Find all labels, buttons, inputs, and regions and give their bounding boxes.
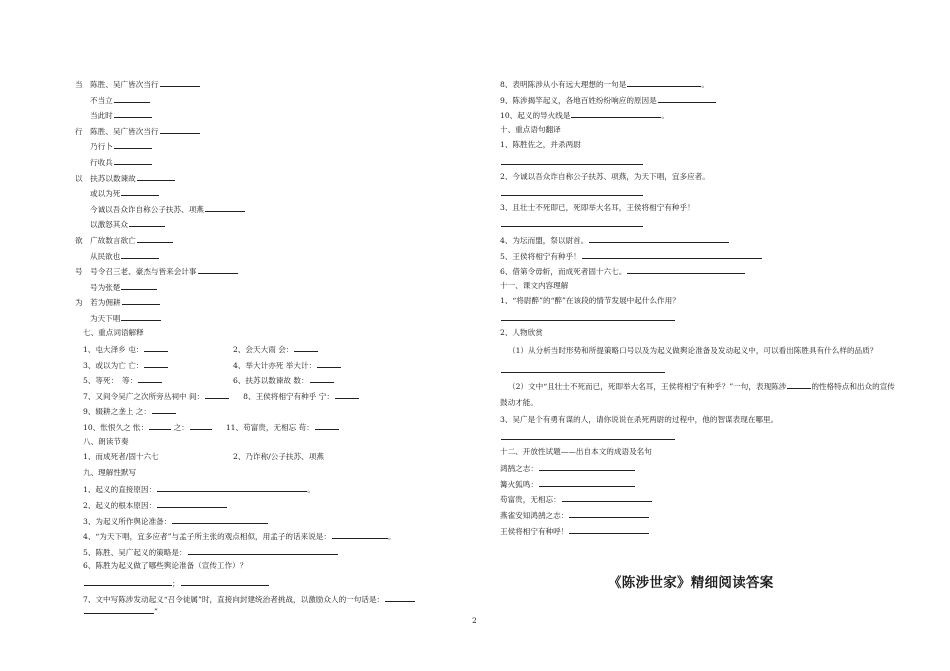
text-line: 燕雀安知鸿鹄之志： [500,509,900,525]
answer-blank[interactable] [294,343,318,352]
text-line: 1、陈胜佐之，并杀两尉 [500,140,581,150]
answer-blank[interactable] [501,218,643,227]
text-line: 号为张楚 [75,281,475,297]
answer-blank[interactable] [121,187,159,196]
answer-blank[interactable] [122,296,160,305]
answer-blank[interactable] [315,421,339,430]
answer-blank[interactable] [160,125,200,134]
answer-blank[interactable] [149,421,171,430]
answer-blank[interactable] [627,78,701,87]
text-line: 8、表明陈涉从小有远大理想的一句是 。 [500,80,709,89]
text-line: ； [75,577,475,593]
answer-blank[interactable] [332,530,388,539]
text-line: 5、等死： 等： 6、扶苏以数谏故 数： [75,374,475,390]
answer-blank[interactable] [172,515,268,524]
text-line: 以 扶苏以数谏故 [75,172,475,188]
answer-blank[interactable] [627,265,745,274]
section-heading: 九、理解性默写 [83,467,137,477]
text-line: 5、陈胜、吴广起义的策略是： [75,546,475,562]
answer-blank[interactable] [114,109,152,118]
answer-blank[interactable] [501,312,675,321]
text-line [500,364,900,380]
text-line: 乃行卜 [75,140,475,156]
text-line: 或以为死 [75,187,475,203]
answer-blank[interactable] [501,156,643,165]
answer-blank[interactable] [569,509,649,518]
text-line: 3、为起义所作舆论准备： [75,515,475,531]
answer-blank[interactable] [310,374,334,383]
answer-blank[interactable] [157,483,307,492]
text-line [500,218,900,234]
page-number: 2 [472,616,477,625]
answer-blank[interactable] [129,218,165,227]
text-line: 为天下唱 [75,312,475,328]
text-line: 7、又间令吴广之次所旁丛祠中 间： 8、王侯将相宁有种乎 宁： [75,390,475,406]
text-line: 篝火狐鸣： [500,478,900,494]
text-line: （2）文中“且壮士不死而已，死即举大名耳，王侯将相宁有种乎？”一句，表现陈涉 的性格特点和出众的宣传鼓动才能。 [500,382,895,407]
text-line: （1）从分析当时形势和所提策略口号以及为起义做舆论准备及发动起义中，可以看出陈胜具有什么样的品质？ [508,346,878,356]
answer-blank[interactable] [198,265,238,274]
text-line: 9、辍耕之垄上 之： [75,405,475,421]
answer-blank[interactable] [335,390,359,399]
text-line: 欲 广故数言欲亡 [75,234,475,250]
answer-blank[interactable] [137,234,173,243]
answer-blank[interactable] [317,359,341,368]
text-line: 2、人物欣赏 [500,327,543,337]
answer-blank[interactable] [385,593,415,602]
answer-blank[interactable] [152,405,176,414]
text-line: 当此时 [75,109,475,125]
text-line: 1、起义的直接原因： 。 [83,485,315,495]
answer-blank[interactable] [539,462,635,471]
text-line: 3、或以为亡 亡： 4、举大计亦死 举大计： [75,359,475,375]
answer-blank[interactable] [501,187,643,196]
answer-blank[interactable] [114,140,152,149]
section-heading: 十二、开放性试题——出自本文的成语及名句 [500,446,652,456]
answer-blank[interactable] [589,234,729,243]
section-heading: 八、朗读节奏 [83,436,129,446]
section-heading: 十、重点语句翻译 [500,124,561,134]
answer-blank[interactable] [114,94,150,103]
answer-blank[interactable] [121,250,159,259]
text-line [500,187,900,203]
text-line: 行 陈胜、吴广皆次当行 [75,125,475,141]
text-line: 行收兵 [75,156,475,172]
answer-blank[interactable] [501,431,675,440]
text-line: 3、吴广是个有勇有谋的人，请你说说在杀死两尉的过程中，他的智谋表现在哪里。 [500,415,779,425]
answer-blank[interactable] [84,577,172,586]
answer-blank[interactable] [658,94,716,103]
text-line: 王侯将相宁有种呼！ [500,525,900,541]
answer-blank[interactable] [144,359,168,368]
text-line: 从民欲也 [75,250,475,266]
answer-blank[interactable] [787,380,811,389]
text-line: 6、借第令毋斩，而成死者固十六七。 [500,265,900,281]
section-heading: 十一、课文内容理解 [500,280,569,290]
text-line: 1、而成死者/固十六七 2、乃诈称/公子扶苏、项燕 [83,452,324,462]
text-line: 以激怒其众 [75,218,475,234]
text-line [500,156,900,172]
text-line: 不当立 [75,94,475,110]
text-line: 3、且壮士不死即已，死即举大名耳，王侯将相宁有种乎！ [500,202,695,212]
answer-blank[interactable] [190,421,212,430]
answer-blank[interactable] [114,156,152,165]
text-line: 为 若为佣耕 [75,296,475,312]
answer-blank[interactable] [157,499,227,508]
text-line: 1、“将尉醉”的“醉”在该段的情节发展中起什么作用？ [500,296,680,306]
answer-blank[interactable] [84,605,154,614]
answer-blank[interactable] [188,546,338,555]
answer-blank[interactable] [539,478,635,487]
text-line [500,312,900,328]
answer-blank[interactable] [569,525,649,534]
right-column [500,78,900,540]
answer-blank[interactable] [571,109,661,118]
section-heading: 七、重点词语解释 [83,327,144,337]
text-line: 10、起义的导火线是 。 [500,111,670,121]
text-line: 1、屯大泽乡 屯： 2、会天大雨 会： [75,343,475,359]
answer-blank[interactable] [501,364,665,373]
text-line: 6、陈胜为起义做了哪些舆论准备（宣传工作）？ [83,561,248,571]
text-line [500,431,900,447]
answer-blank[interactable] [137,172,175,181]
answer-blank[interactable] [205,390,229,399]
text-line: 2、今诚以吾众诈自称公子扶苏、项燕，为天下唱，宜多应者。 [500,171,710,181]
answer-section-title: 《陈涉世家》精细阅读答案 [608,575,774,591]
left-column [75,78,475,622]
text-line: 7、文中写陈涉发动起义“召令徒属”时，直接向封建统治者挑战，以激励众人的一句话是： ” [75,593,475,617]
text-line: 今诚以吾众诈自称公子扶苏、项燕 [75,203,475,219]
text-line: 9、陈涉揭竿起义，各地百姓纷纷响应的原因是 [500,94,900,110]
answer-blank[interactable] [144,343,168,352]
text-line: 4、“为天下唱，宜多应者”与孟子所主张的观点相似，用孟子的话来说是： 。 [83,532,396,542]
answer-blank[interactable] [582,250,762,259]
text-line: 鸿鹄之志： [500,462,900,478]
text-line: 苟富贵，无相忘： [500,493,900,509]
text-line: 号 号令召三老、豪杰与皆来会计事 [75,265,475,281]
text-line: 10、怅恨久之 怅： 之： 11、苟富贵，无相忘 苟： [75,421,475,437]
text-line: 当 陈胜、吴广皆次当行 [75,78,475,94]
text-line: 2、起义的根本原因： [75,499,475,515]
answer-blank[interactable] [181,577,269,586]
answer-blank[interactable] [160,78,200,87]
answer-blank[interactable] [205,203,245,212]
answer-blank[interactable] [121,281,157,290]
text-line: 4、为坛而盟，祭以尉首。 [500,234,900,250]
answer-blank[interactable] [562,493,652,502]
text-line: 5、王侯将相宁有种乎！ [500,250,900,266]
answer-blank[interactable] [138,374,162,383]
answer-blank[interactable] [121,312,161,321]
